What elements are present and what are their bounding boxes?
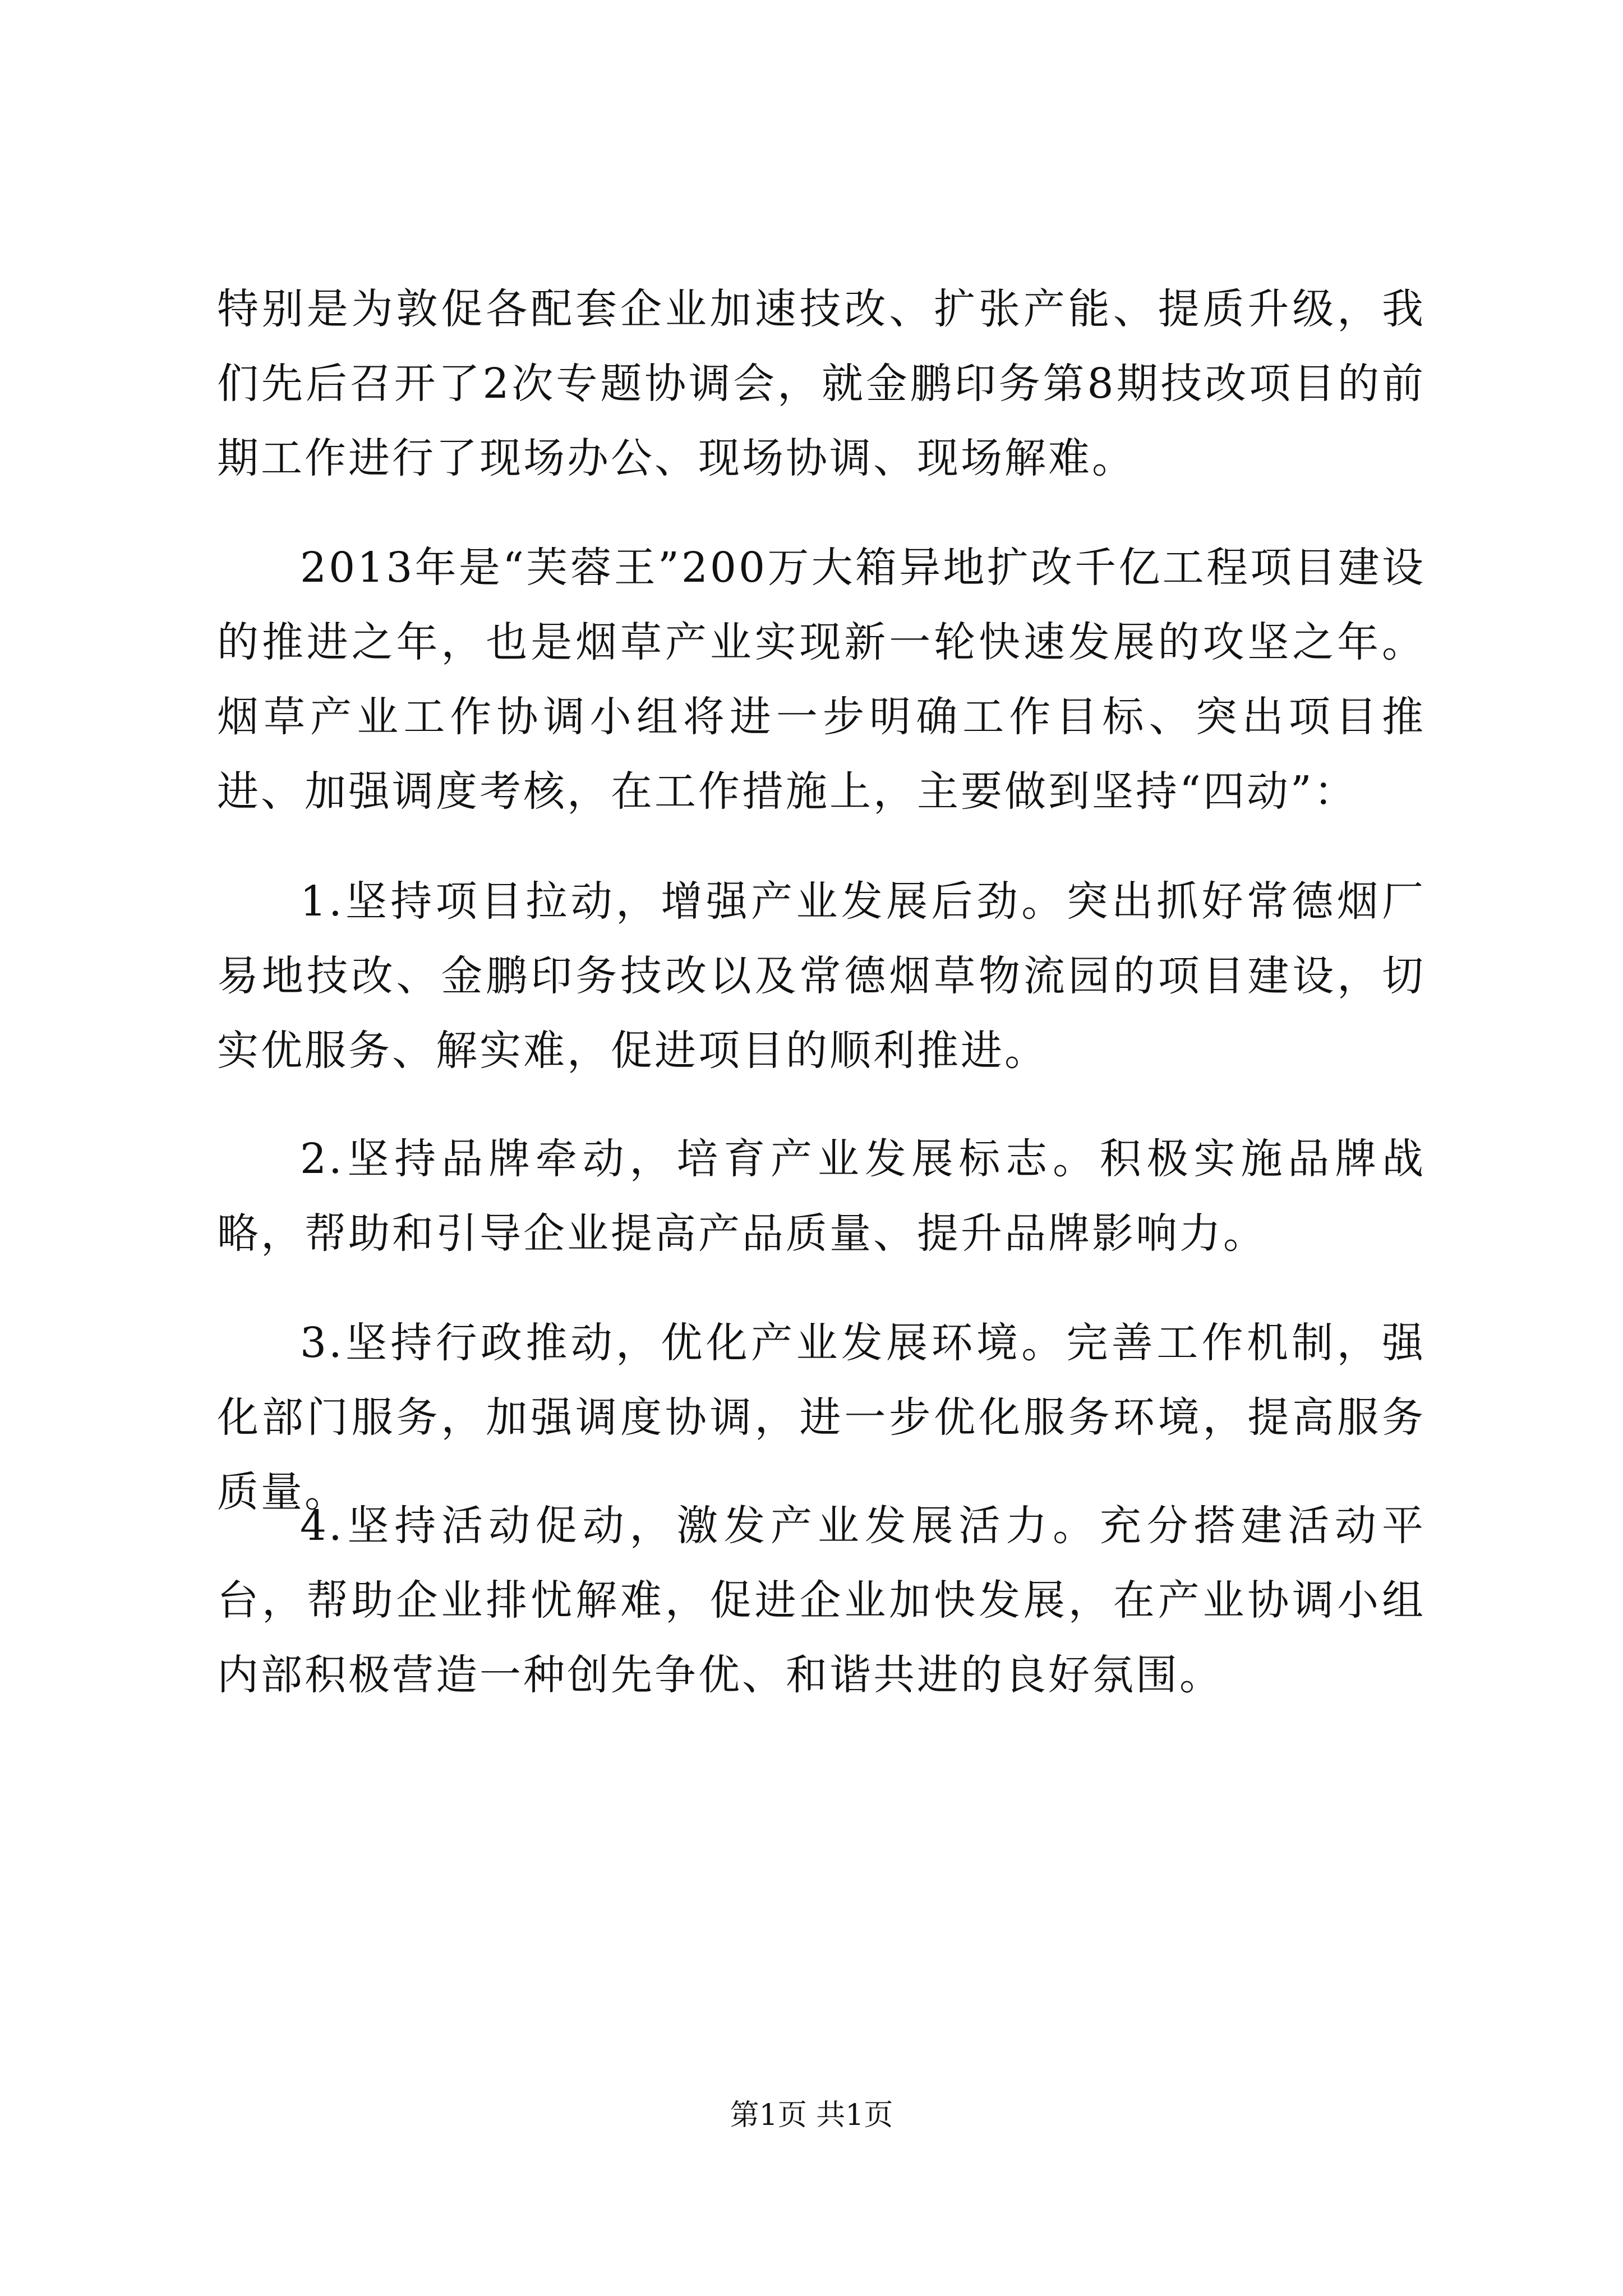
page-footer-number: 第1页 共1页 xyxy=(730,2099,893,2132)
paragraph-intro: 特别是为敦促各配套企业加速技改、扩张产能、提质升级，我们先后召开了2次专题协调会，就金鹏印务第8期技改项目的前期工作进行了现场办公、现场协调、现场解难。 xyxy=(217,285,1426,482)
paragraph-item-3: 3.坚持行政推动，优化产业发展环境。完善工作机制，强化部门服务，加强调度协调，进一步优化服务环境，提高服务质量。 xyxy=(217,1319,1426,1516)
paragraph-2013-plan: 2013年是“芙蓉王”200万大箱异地扩改千亿工程项目建设的推进之年，也是烟草产业实现新一轮快速发展的攻坚之年。烟草产业工作协调小组将进一步明确工作目标、突出项目推进、加强调度考核，在工作措施上，主要做到坚持“四动”： xyxy=(217,544,1426,816)
paragraph-item-4: 4.坚持活动促动，激发产业发展活力。充分搭建活动平台，帮助企业排忧解难，促进企业加快发展，在产业协调小组内部积极营造一种创先争优、和谐共进的良好氛围。 xyxy=(217,1502,1426,1699)
paragraph-item-2: 2.坚持品牌牵动，培育产业发展标志。积极实施品牌战略，帮助和引导企业提高产品质量、提升品牌影响力。 xyxy=(217,1135,1426,1258)
paragraph-item-1: 1.坚持项目拉动，增强产业发展后劲。突出抓好常德烟厂易地技改、金鹏印务技改以及常德烟草物流园的项目建设，切实优服务、解实难，促进项目的顺利推进。 xyxy=(217,877,1426,1075)
